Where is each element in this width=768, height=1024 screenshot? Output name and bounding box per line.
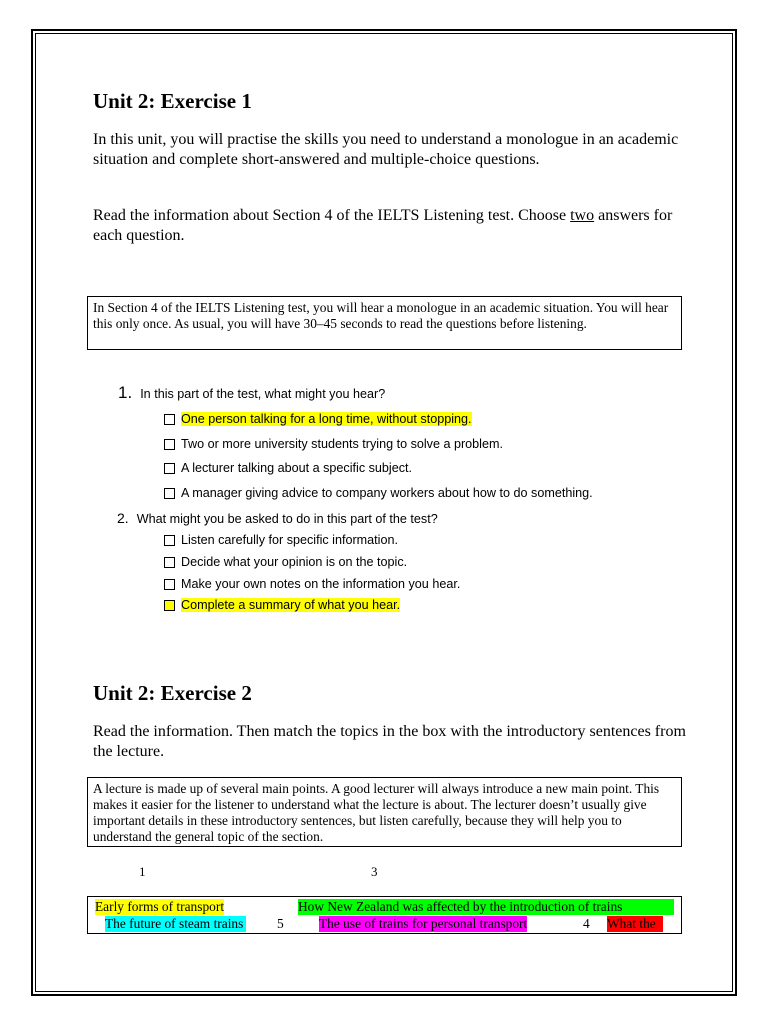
instruction-underlined-word: two — [570, 207, 595, 224]
exercise1-heading: Unit 2: Exercise 1 — [93, 89, 252, 113]
q1-option-1[interactable] — [164, 412, 472, 426]
exercise2-info-box: A lecture is made up of several main points. A good lecturer will always introduce a new main point. This makes it easier for the listener to understand what the lecture is about. The lecturer doesn’t usually give important details in these introductory sentences, but listen carefully, because they will help you to understand the general topic of the section. — [87, 777, 682, 847]
exercise1-instruction — [93, 206, 693, 246]
match-number-3: 3 — [371, 864, 378, 879]
topic-early-transport[interactable]: Early forms of transport — [95, 899, 225, 914]
topics-box — [87, 896, 682, 934]
q1-option-2[interactable] — [164, 437, 503, 451]
topic-what-the[interactable]: What the — [607, 916, 663, 932]
q1-option-4[interactable] — [164, 486, 593, 500]
match-number-1: 1 — [139, 864, 146, 879]
checkbox[interactable] — [164, 600, 175, 611]
exercise2-intro: Read the information. Then match the topics in the box with the introductory sentences from the lecture. — [93, 723, 686, 760]
question-number: 2. — [117, 510, 129, 526]
option-label: Complete a summary of what you hear. — [181, 598, 401, 612]
exercise2-heading: Unit 2: Exercise 2 — [93, 681, 252, 705]
instruction-text-1: Read the information about Section 4 of the IELTS Listening test. Choose — [93, 207, 571, 224]
exercise1-intro: In this unit, you will practise the skills you need to understand a monologue in an academic situation and complete short-answered and multiple-choice questions. — [93, 131, 679, 168]
q2-option-4[interactable] — [164, 598, 400, 612]
checkbox[interactable] — [164, 463, 175, 474]
instruction-text-2: answers for each question. — [93, 207, 673, 244]
question-1 — [118, 383, 385, 403]
option-label: A lecturer talking about a specific subject. — [181, 461, 413, 475]
q2-option-3[interactable] — [164, 577, 460, 591]
match-number-4: 4 — [583, 916, 590, 931]
option-label: A manager giving advice to company workers about how to do something. — [181, 486, 593, 500]
option-label: Decide what your opinion is on the topic. — [181, 555, 408, 569]
topic-personal-transport[interactable]: The use of trains for personal transport — [319, 916, 528, 931]
question-2 — [117, 510, 438, 526]
checkbox[interactable] — [164, 414, 175, 425]
checkbox[interactable] — [164, 579, 175, 590]
match-number-5: 5 — [277, 916, 284, 931]
question-text: What might you be asked to do in this part of the test? — [136, 512, 438, 526]
question-text: In this part of the test, what might you hear? — [140, 387, 386, 401]
topic-future-steam-trains[interactable]: The future of steam trains — [105, 916, 246, 932]
q1-option-3[interactable] — [164, 461, 412, 475]
option-label: One person talking for a long time, without stopping. — [181, 412, 472, 426]
option-label: Make your own notes on the information you hear. — [181, 577, 461, 591]
option-label: Two or more university students trying to solve a problem. — [181, 437, 503, 451]
q2-option-2[interactable] — [164, 555, 407, 569]
topic-new-zealand-trains[interactable]: How New Zealand was affected by the introduction of trains — [298, 899, 674, 915]
question-number: 1. — [118, 383, 133, 402]
checkbox[interactable] — [164, 535, 175, 546]
option-label: Listen carefully for specific information. — [181, 533, 398, 547]
checkbox[interactable] — [164, 488, 175, 499]
exercise1-info-box: In Section 4 of the IELTS Listening test, you will hear a monologue in an academic situation. You will hear this only once. As usual, you will have 30–45 seconds to read the questions before listening. — [87, 296, 682, 350]
q2-option-1[interactable] — [164, 533, 398, 547]
checkbox[interactable] — [164, 557, 175, 568]
checkbox[interactable] — [164, 439, 175, 450]
